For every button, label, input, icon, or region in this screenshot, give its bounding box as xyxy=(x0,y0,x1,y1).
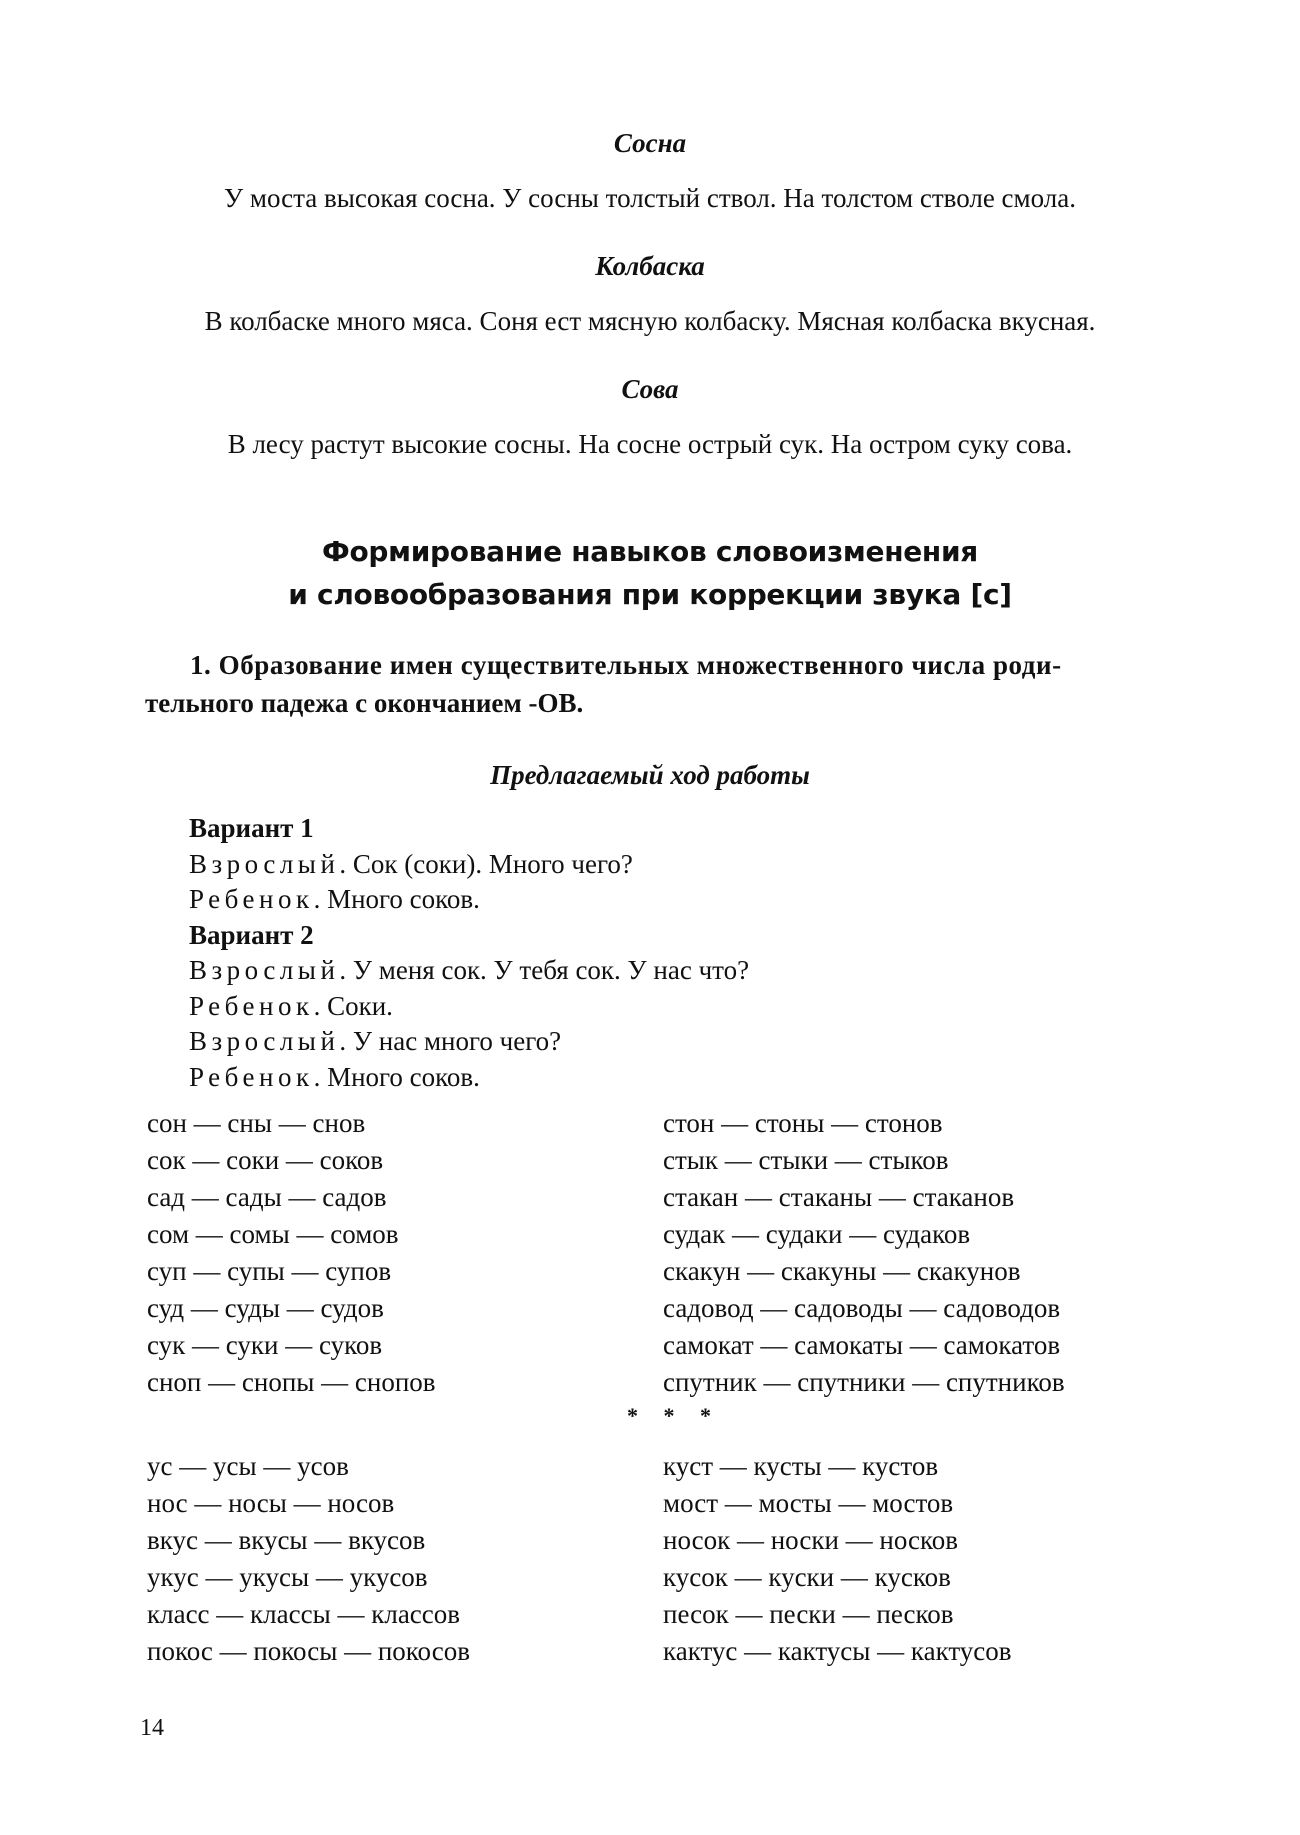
word-row: сом — сомы — сомов xyxy=(147,1219,399,1249)
dialogue-line xyxy=(189,989,749,1025)
story-text-kolbaska: В колбаске много мяса. Соня ест мясную колбаску. Мясная колбаска вкусная. xyxy=(204,306,1096,336)
dialogue-line xyxy=(189,847,749,883)
speaker-child: Ребенок xyxy=(189,884,314,914)
dialogue-text: . Сок (соки). Много чего? xyxy=(339,848,633,879)
story-title-sova: Сова xyxy=(621,374,679,404)
dialogue-text: . У нас много чего? xyxy=(339,1026,562,1056)
word-row: нос — носы — носов xyxy=(147,1488,395,1518)
task-paragraph-line1: 1. Образование имен существительных множественного числа роди- xyxy=(190,650,1062,680)
dialogue-line xyxy=(189,953,749,989)
word-row: песок — пески — песков xyxy=(663,1599,954,1629)
word-row: стык — стыки — стыков xyxy=(663,1145,949,1175)
word-row: садовод — садоводы — садоводов xyxy=(663,1293,1061,1323)
speaker-adult: Взрослый xyxy=(189,955,340,985)
word-row: ус — усы — усов xyxy=(147,1451,349,1481)
speaker-child: Ребенок xyxy=(189,1061,314,1092)
story-text-sova: В лесу растут высокие сосны. На сосне острый сук. На остром суку сова. xyxy=(227,429,1073,459)
word-row: суп — супы — супов xyxy=(147,1256,392,1286)
word-row: укус — укусы — укусов xyxy=(147,1562,428,1592)
dialogue-text: . Много соков. xyxy=(313,884,480,914)
word-row: вкус — вкусы — вкусов xyxy=(147,1525,426,1555)
word-row: стакан — стаканы — стаканов xyxy=(663,1182,1015,1212)
word-row: спутник — спутники — спутников xyxy=(663,1367,1065,1397)
word-row: носок — носки — носков xyxy=(663,1525,958,1555)
story-title-sosna: Сосна xyxy=(613,128,687,158)
word-list-group2-left xyxy=(147,1448,470,1670)
asterisk-separator: * * * xyxy=(627,1403,721,1428)
dialogue-line xyxy=(189,1060,749,1096)
word-row: мост — мосты — мостов xyxy=(663,1488,954,1518)
dialogue-line xyxy=(189,882,749,918)
word-row: сон — сны — снов xyxy=(147,1108,366,1138)
variant-2-label: Вариант 2 xyxy=(189,919,314,950)
word-row: судак — судаки — судаков xyxy=(663,1219,971,1249)
word-list-group2-right xyxy=(663,1448,1012,1670)
word-row: класс — классы — классов xyxy=(147,1599,461,1629)
word-row: кактус — кактусы — кактусов xyxy=(663,1636,1012,1666)
word-row: стон — стоны — стонов xyxy=(663,1108,943,1138)
word-row: куст — кусты — кустов xyxy=(663,1451,939,1481)
task-paragraph-line2: тельного падежа с окончанием -ОВ. xyxy=(145,688,584,718)
dialogue-text: . Много соков. xyxy=(313,1061,480,1092)
word-row: скакун — скакуны — скакунов xyxy=(663,1256,1021,1286)
word-row: кусок — куски — кусков xyxy=(663,1562,951,1592)
speaker-adult: Взрослый xyxy=(189,848,340,879)
word-row: сук — суки — суков xyxy=(147,1330,383,1360)
page-number: 14 xyxy=(140,1715,164,1741)
speaker-child: Ребенок xyxy=(189,990,314,1021)
dialogue-text: . У меня сок. У тебя сок. У нас что? xyxy=(339,955,750,985)
variants-block xyxy=(189,811,749,1095)
word-list-group1-left xyxy=(147,1105,436,1401)
story-title-kolbaska: Колбаска xyxy=(595,251,705,281)
word-row: сноп — снопы — снопов xyxy=(147,1367,436,1397)
speaker-adult: Взрослый xyxy=(189,1026,340,1056)
story-text-sosna: У моста высокая сосна. У сосны толстый ствол. На толстом стволе смола. xyxy=(224,183,1076,213)
word-row: сад — сады — садов xyxy=(147,1182,387,1212)
variant-1-label: Вариант 1 xyxy=(189,813,314,843)
word-row: самокат — самокаты — самокатов xyxy=(663,1330,1061,1360)
section-heading-line1: Формирование навыков словоизменения xyxy=(322,535,978,568)
dialogue-line xyxy=(189,1024,749,1060)
dialogue-text: . Соки. xyxy=(313,990,393,1021)
word-row: суд — суды — судов xyxy=(147,1293,384,1323)
word-list-group1-right xyxy=(663,1105,1065,1401)
word-row: сок — соки — соков xyxy=(147,1145,384,1175)
procedure-subheading: Предлагаемый ход работы xyxy=(490,760,810,790)
section-heading-line2: и словообразования при коррекции звука [с] xyxy=(288,578,1012,611)
word-row: покос — покосы — покосов xyxy=(147,1636,470,1666)
